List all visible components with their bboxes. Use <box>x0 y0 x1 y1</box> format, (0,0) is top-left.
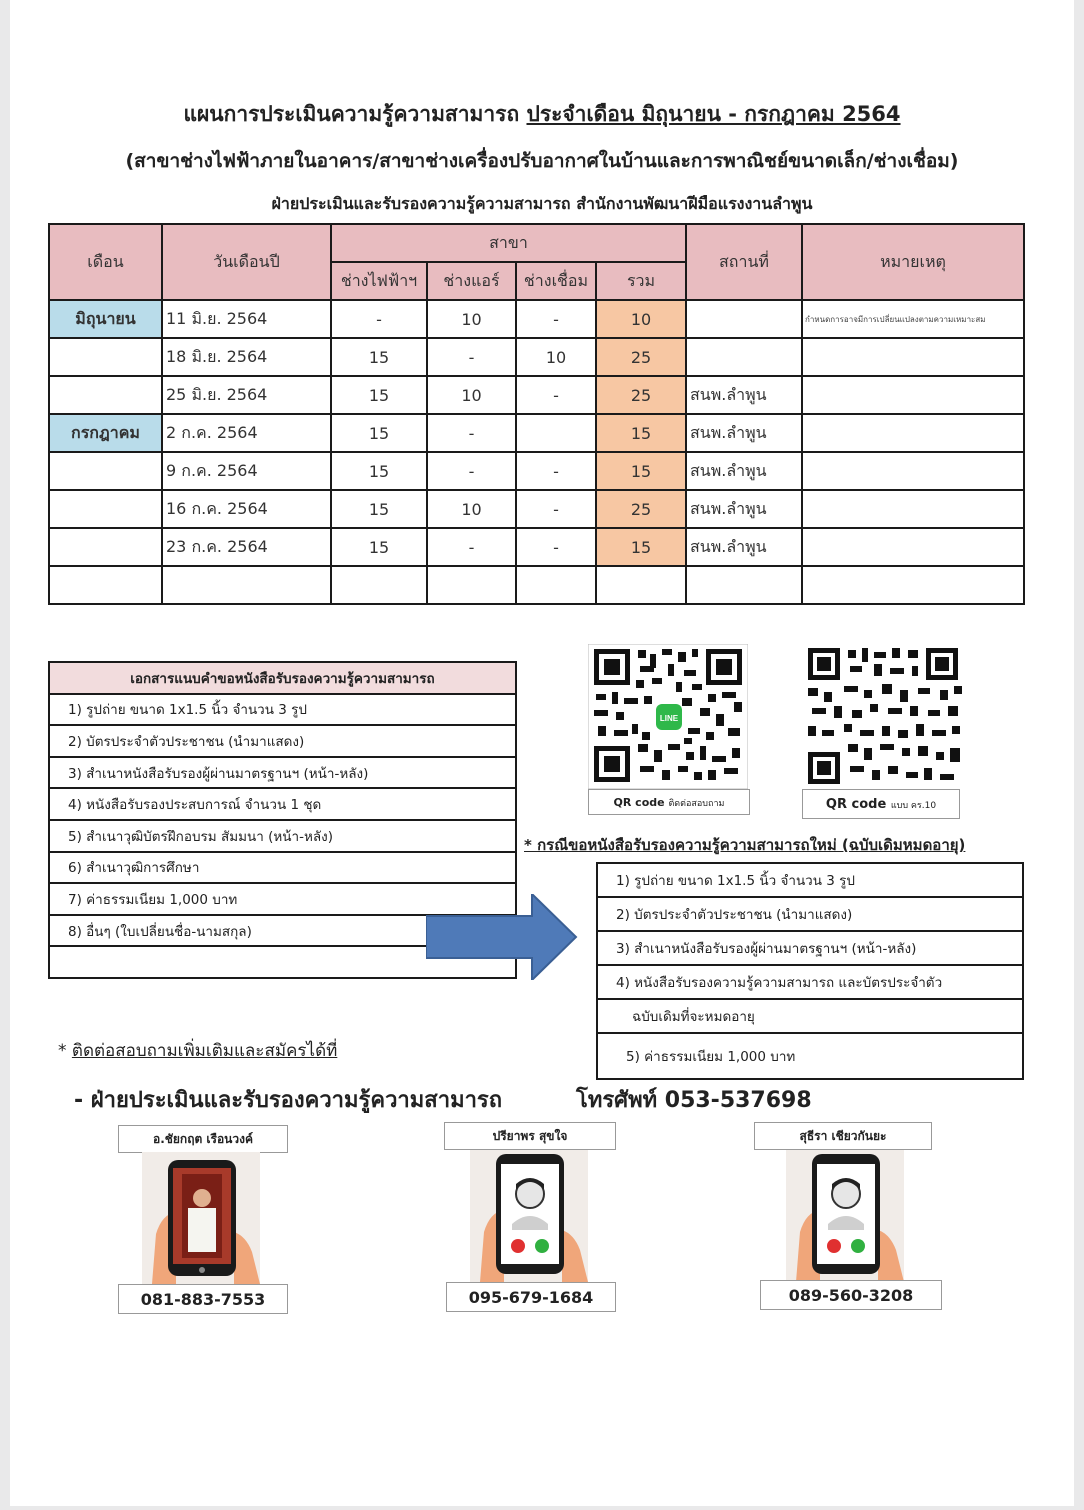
list-item: 1) รูปถ่าย ขนาด 1x1.5 นิ้ว จำนวน 3 รูป <box>49 694 516 726</box>
weld-cell: - <box>516 300 596 338</box>
air-cell: 10 <box>427 490 516 528</box>
phone-call-icon <box>470 1150 588 1282</box>
date-cell: 2 ก.ค. 2564 <box>162 414 331 452</box>
table-row <box>49 338 1024 376</box>
table-row <box>49 300 1024 338</box>
place-cell <box>686 338 802 376</box>
remark-cell <box>802 452 1024 490</box>
contact-name-1: อ.ชัยกฤต เรือนวงค์ <box>118 1125 288 1153</box>
list-item: 3) สำเนาหนังสือรับรองผู้ผ่านมาตรฐานฯ (หน้า-หลัง) <box>49 757 516 789</box>
place-cell: สนพ.ลำพูน <box>686 490 802 528</box>
electric-cell: 15 <box>331 338 427 376</box>
weld-cell: - <box>516 376 596 414</box>
place-cell: สนพ.ลำพูน <box>686 376 802 414</box>
phone-call-icon <box>786 1150 904 1282</box>
electric-cell: 15 <box>331 528 427 566</box>
renewal-title: * กรณีขอหนังสือรับรองความรู้ความสามารถใหม่ (ฉบับเดิมหมดอายุ) <box>524 836 966 854</box>
air-cell: 10 <box>427 300 516 338</box>
list-item: 8) อื่นๆ (ใบเปลี่ยนชื่อ-นามสกุล) <box>49 915 516 947</box>
electric-cell: 15 <box>331 414 427 452</box>
title-part-1: แผนการประเมินความรู้ความสามารถ <box>183 102 527 126</box>
header-total: รวม <box>596 262 686 300</box>
electric-cell: 15 <box>331 376 427 414</box>
table-row-empty <box>49 566 1024 604</box>
list-item: 2) บัตรประจำตัวประชาชน (นำมาแสดง) <box>597 897 1023 931</box>
list-item: 6) สำเนาวุฒิการศึกษา <box>49 852 516 884</box>
electric-cell: 15 <box>331 490 427 528</box>
header-electric: ช่างไฟฟ้าฯ <box>331 262 427 300</box>
electric-cell: - <box>331 300 427 338</box>
contact-name-2: ปรียาพร สุขใจ <box>444 1122 616 1150</box>
line-qr-code-icon[interactable] <box>588 644 748 789</box>
document-page <box>10 0 1074 1506</box>
month-cell <box>49 452 162 490</box>
form-qr-label <box>802 789 960 819</box>
svg-text:LINE: LINE <box>659 714 679 723</box>
list-item: 1) รูปถ่าย ขนาด 1x1.5 นิ้ว จำนวน 3 รูป <box>597 863 1023 897</box>
air-cell: - <box>427 452 516 490</box>
air-cell: - <box>427 338 516 376</box>
department-name: - ฝ่ายประเมินและรับรองความรู้ความสามารถ <box>74 1088 503 1113</box>
month-cell: มิถุนายน <box>49 300 162 338</box>
weld-cell <box>516 414 596 452</box>
header-month: เดือน <box>49 224 162 300</box>
air-cell: 10 <box>427 376 516 414</box>
schedule-table <box>48 223 1025 605</box>
date-cell: 16 ก.ค. 2564 <box>162 490 331 528</box>
contact-note-text: ติดต่อสอบถามเพิ่มเติมและสมัครได้ที่ <box>71 1041 338 1061</box>
total-cell: 25 <box>596 338 686 376</box>
date-cell: 9 ก.ค. 2564 <box>162 452 331 490</box>
total-cell: 25 <box>596 376 686 414</box>
weld-cell: 10 <box>516 338 596 376</box>
line-qr-sub-text: ติดต่อสอบถาม <box>668 799 725 809</box>
renewal-table <box>596 862 1024 1080</box>
remark-cell <box>802 414 1024 452</box>
header-air: ช่างแอร์ <box>427 262 516 300</box>
contact-phone-2[interactable]: 095-679-1684 <box>446 1282 616 1312</box>
contact-note: * ติดต่อสอบถามเพิ่มเติมและสมัครได้ที่ <box>58 1041 338 1061</box>
table-row <box>49 452 1024 490</box>
remark-cell <box>802 528 1024 566</box>
date-cell: 11 มิ.ย. 2564 <box>162 300 331 338</box>
list-item: 5) สำเนาวุฒิบัตรฝึกอบรม สัมมนา (หน้า-หลัง) <box>49 820 516 852</box>
form-qr-code-icon[interactable] <box>804 644 966 790</box>
place-cell: สนพ.ลำพูน <box>686 528 802 566</box>
month-cell: กรกฎาคม <box>49 414 162 452</box>
list-item: 3) สำเนาหนังสือรับรองผู้ผ่านมาตรฐานฯ (หน้า-หลัง) <box>597 931 1023 965</box>
remark-cell <box>802 376 1024 414</box>
list-item: 4) หนังสือรับรองประสบการณ์ จำนวน 1 ชุด <box>49 788 516 820</box>
phone-call-icon <box>142 1152 260 1284</box>
page-title <box>10 98 1074 131</box>
total-cell: 25 <box>596 490 686 528</box>
date-cell: 23 ก.ค. 2564 <box>162 528 331 566</box>
list-item: 2) บัตรประจำตัวประชาชน (นำมาแสดง) <box>49 725 516 757</box>
right-arrow-icon <box>426 894 578 980</box>
air-cell: - <box>427 414 516 452</box>
form-qr-label-text: QR code <box>825 797 887 812</box>
header-date: วันเดือนปี <box>162 224 331 300</box>
total-cell: 15 <box>596 528 686 566</box>
page-subtitle: (สาขาช่างไฟฟ้าภายในอาคาร/สาขาช่างเครื่องปรับอากาศในบ้านและการพาณิชย์ขนาดเล็ก/ช่างเชื่อม) <box>125 150 959 172</box>
weld-cell: - <box>516 528 596 566</box>
month-cell <box>49 490 162 528</box>
title-part-2: ประจำเดือน มิถุนายน - กรกฎาคม 2564 <box>526 102 901 126</box>
remark-cell <box>802 490 1024 528</box>
header-remark: หมายเหตุ <box>802 224 1024 300</box>
date-cell: 18 มิ.ย. 2564 <box>162 338 331 376</box>
electric-cell: 15 <box>331 452 427 490</box>
date-cell: 25 มิ.ย. 2564 <box>162 376 331 414</box>
month-cell <box>49 528 162 566</box>
main-phone: โทรศัพท์ 053-537698 <box>576 1088 812 1113</box>
table-row <box>49 376 1024 414</box>
weld-cell: - <box>516 490 596 528</box>
line-qr-label <box>588 789 750 815</box>
header-weld: ช่างเชื่อม <box>516 262 596 300</box>
contact-phone-3[interactable]: 089-560-3208 <box>760 1280 942 1310</box>
total-cell: 15 <box>596 414 686 452</box>
weld-cell: - <box>516 452 596 490</box>
list-item: 5) ค่าธรรมเนียม 1,000 บาท <box>597 1033 1023 1079</box>
list-item-continued: ฉบับเดิมที่จะหมดอายุ <box>597 999 1023 1033</box>
header-place: สถานที่ <box>686 224 802 300</box>
place-cell: สนพ.ลำพูน <box>686 414 802 452</box>
table-row <box>49 490 1024 528</box>
form-qr-sub-text: แบบ คร.10 <box>890 801 937 811</box>
total-cell: 15 <box>596 452 686 490</box>
header-branch: สาขา <box>331 224 686 262</box>
air-cell: - <box>427 528 516 566</box>
list-item: 7) ค่าธรรมเนียม 1,000 บาท <box>49 883 516 915</box>
contact-phone-1[interactable]: 081-883-7553 <box>118 1284 288 1314</box>
remark-cell: กำหนดการอาจมีการเปลี่ยนแปลงตามความเหมาะสม <box>802 300 1024 338</box>
place-cell: สนพ.ลำพูน <box>686 452 802 490</box>
table-row <box>49 414 1024 452</box>
month-cell <box>49 338 162 376</box>
documents-title: เอกสารแนบคำขอหนังสือรับรองความรู้ความสามารถ <box>49 662 516 694</box>
place-cell <box>686 300 802 338</box>
total-cell: 10 <box>596 300 686 338</box>
contact-name-3: สุธีรา เชียวกันยะ <box>754 1122 932 1150</box>
table-row <box>49 528 1024 566</box>
line-qr-label-text: QR code <box>613 796 665 809</box>
month-cell <box>49 376 162 414</box>
list-item: 4) หนังสือรับรองความรู้ความสามารถ และบัตรประจำตัว <box>597 965 1023 999</box>
organization-line: ฝ่ายประเมินและรับรองความรู้ความสามารถ สำนักงานพัฒนาฝีมือแรงงานลำพูน <box>271 194 813 213</box>
remark-cell <box>802 338 1024 376</box>
